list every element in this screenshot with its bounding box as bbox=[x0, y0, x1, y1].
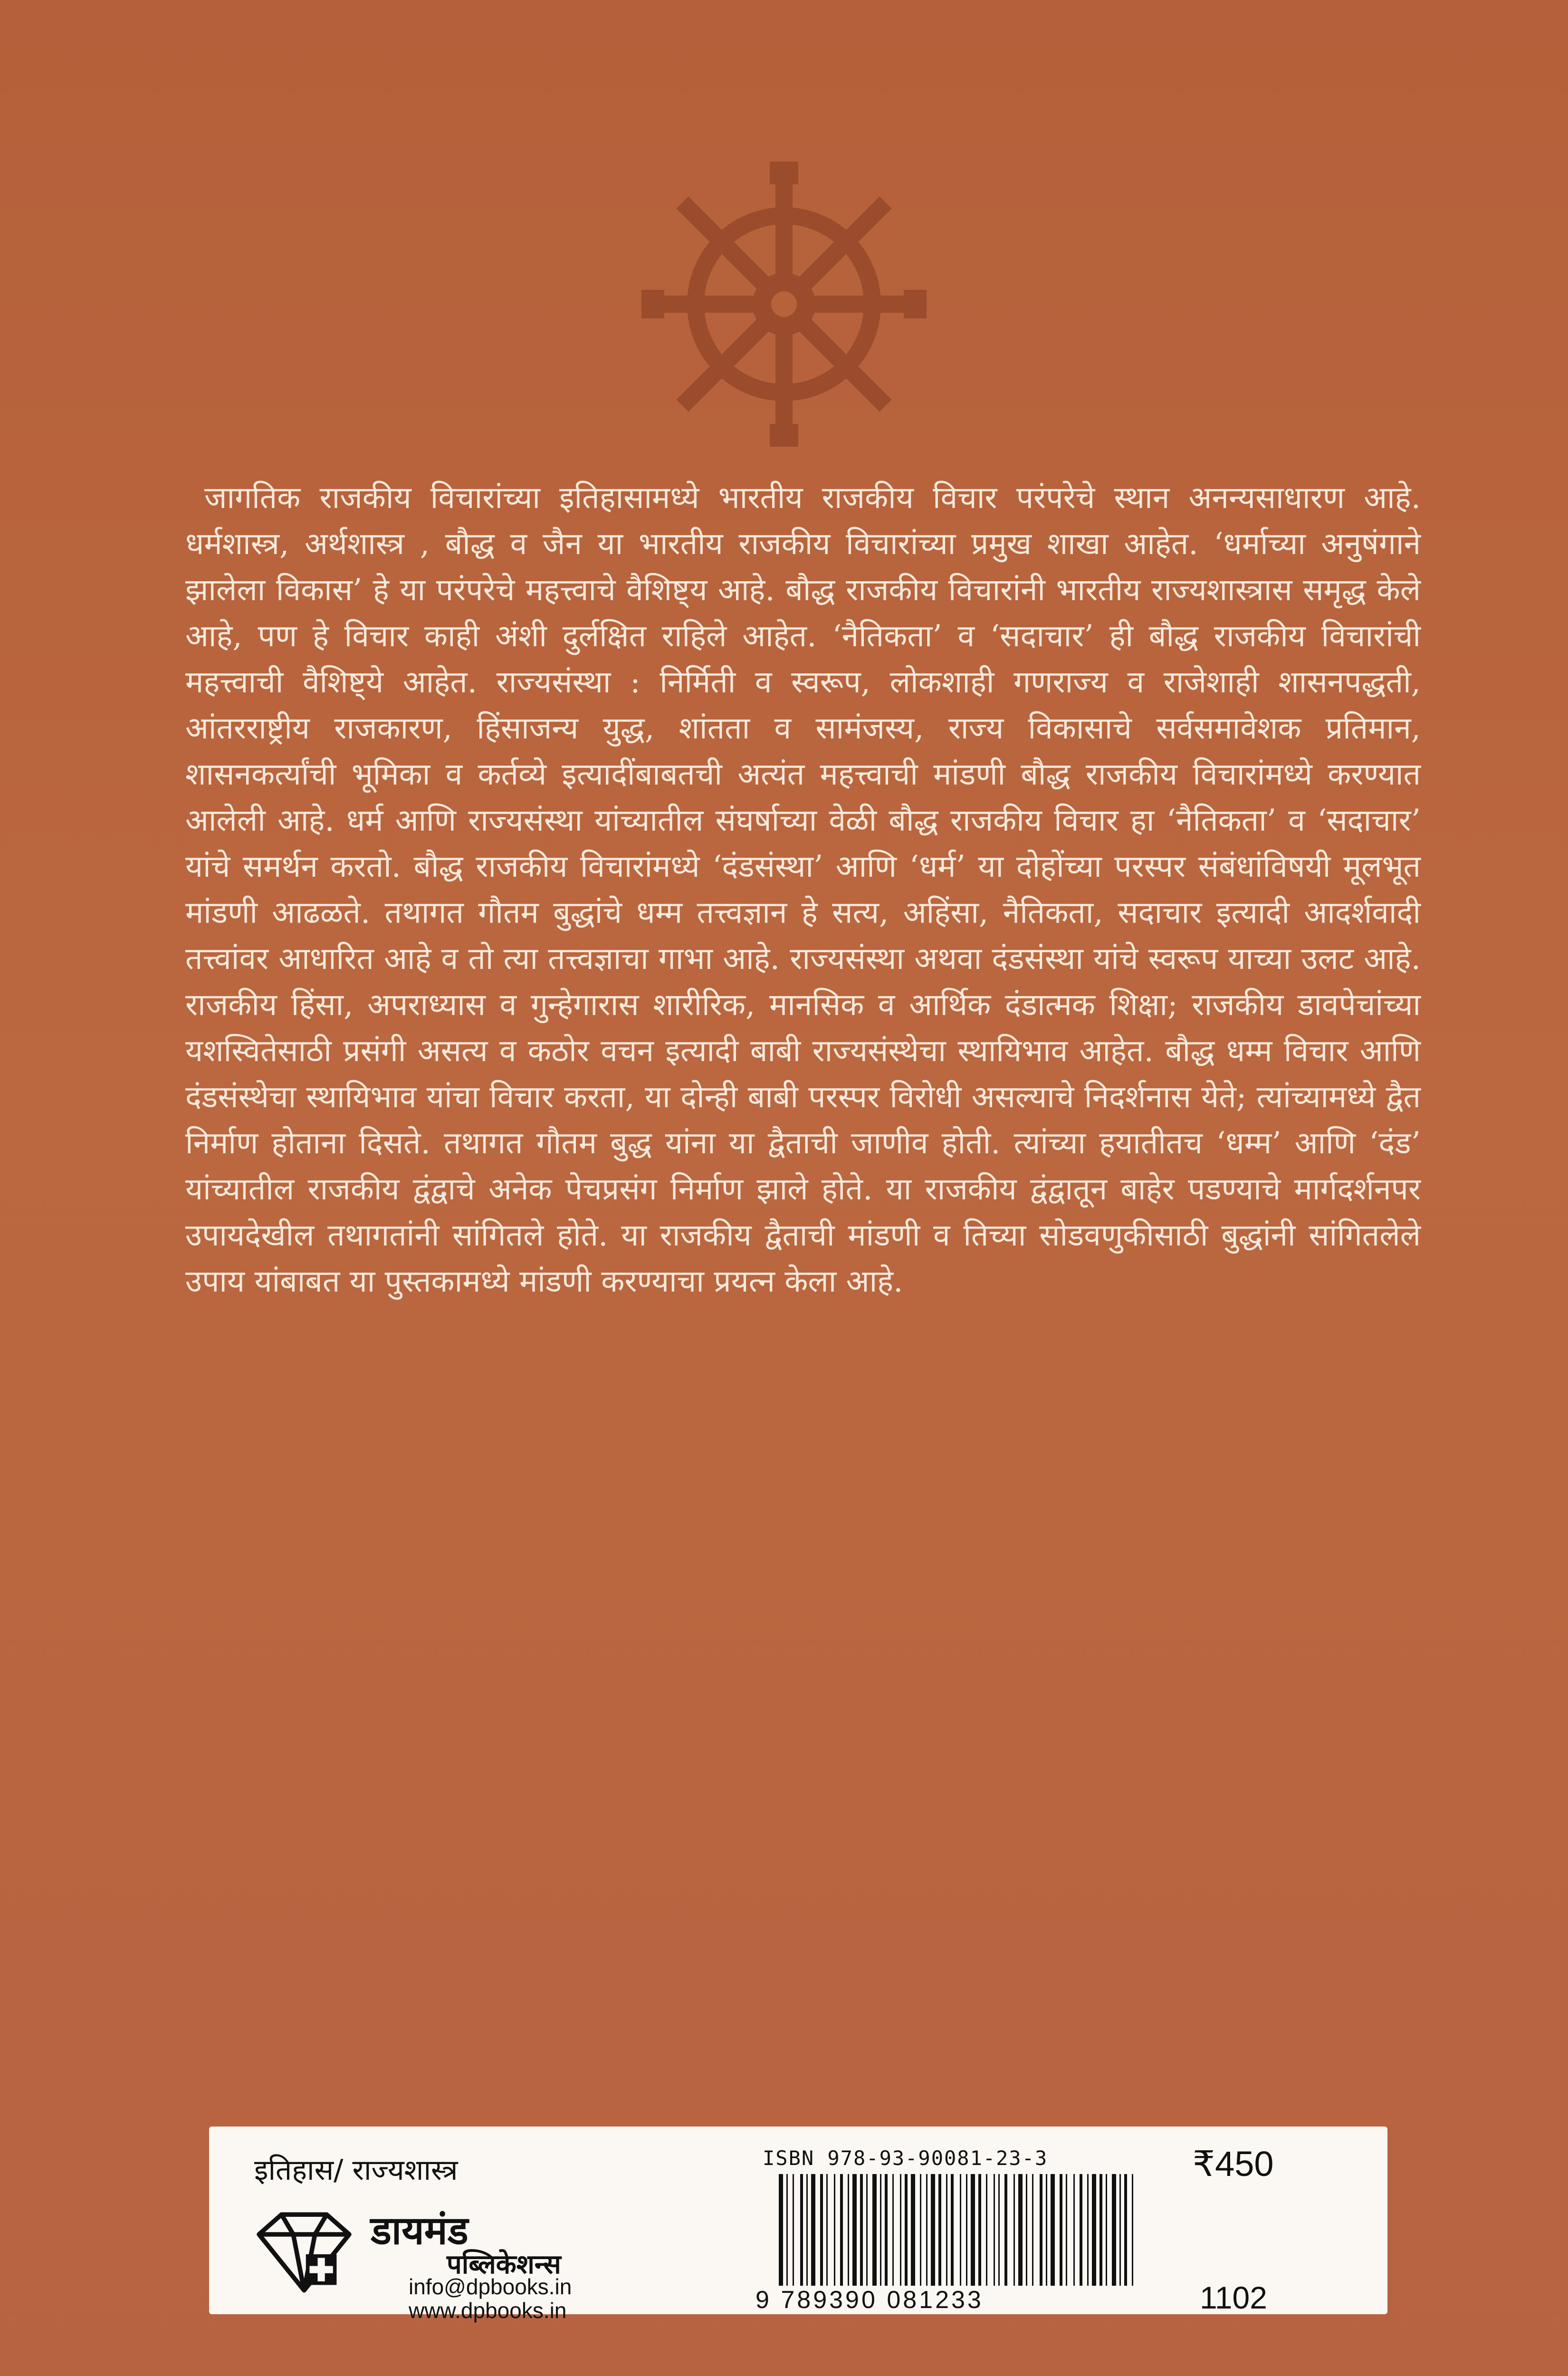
publisher-name: डायमंड bbox=[371, 2208, 468, 2253]
dharma-wheel-icon bbox=[641, 162, 927, 447]
publisher-subtitle: पब्लिकेशन्स bbox=[447, 2249, 561, 2280]
category-label: इतिहास/ राज्यशास्त्र bbox=[254, 2154, 458, 2187]
blurb-text: जागतिक राजकीय विचारांच्या इतिहासामध्ये भारतीय राजकीय विचार परंपरेचे स्थान अनन्यसाधारण आहे. धर्मशास्त्र, अर्थशास्त्र , बौद्ध व जैन या भारतीय राजकीय विचारांच्या प्रमुख शाखा आहेत. ‘धर्माच्या अनुषंगाने झालेला विकास’ हे या परंपरेचे महत्त्वाचे वैशिष्ट्य आहे. बौद्ध राजकीय विचारांनी भारतीय राज्यशास्त्रास समृद्ध केले आहे, पण हे विचार काही अंशी दुर्लक्षित राहिले आहेत. ‘नैतिकता’ व ‘सदाचार’ ही बौद्ध राजकीय विचारांची महत्त्वाची वैशिष्ट्ये आहेत. राज्यसंस्था : निर्मिती व स्वरूप, लोकशाही गणराज्य व राजेशाही शासनपद्धती, आंतरराष्ट्रीय राजकारण, हिंसाजन्य युद्ध, शांतता व सामंजस्य, राज्य विकासाचे सर्वसमावेशक प्रतिमान, शासनकर्त्यांची भूमिका व कर्तव्ये इत्यादींबाबतची अत्यंत महत्त्वाची मांडणी बौद्ध राजकीय विचारांमध्ये करण्यात आलेली आहे. धर्म आणि राज्यसंस्था यांच्यातील संघर्षाच्या वेळी बौद्ध राजकीय विचार हा ‘नैतिकता’ व ‘सदाचार’ यांचे समर्थन करतो. बौद्ध राजकीय विचारांमध्ये ‘दंडसंस्था’ आणि ‘धर्म’ या दोहोंच्या परस्पर संबंधांविषयी मूलभूत मांडणी आढळते. तथागत गौतम बुद्धांचे धम्म तत्त्वज्ञान हे सत्य, अहिंसा, नैतिकता, सदाचार इत्यादी आदर्शवादी तत्त्वांवर आधारित आहे व तो त्या तत्त्वज्ञाचा गाभा आहे. राज्यसंस्था अथवा दंडसंस्था यांचे स्वरूप याच्या उलट आहे. राजकीय हिंसा, अपराध्यास व गुन्हेगारास शारीरिक, मानसिक व आर्थिक दंडात्मक शिक्षा; राजकीय डावपेचांच्या यशस्वितेसाठी प्रसंगी असत्य व कठोर वचन इत्यादी बाबी राज्यसंस्थेचा स्थायिभाव आहेत. बौद्ध धम्म विचार आणि दंडसंस्थेचा स्थायिभाव यांचा विचार करता, या दोन्ही बाबी परस्पर विरोधी असल्याचे निदर्शनास येते; त्यांच्यामध्ये द्वैत निर्माण होताना दिसते. तथागत गौतम बुद्ध यांना या द्वैताची जाणीव होती. त्यांच्या हयातीतच ‘धम्म’ आणि ‘दंड’ यांच्यातील राजकीय द्वंद्वाचे अनेक पेचप्रसंग निर्माण झाले होते. या राजकीय द्वंद्वातून बाहेर पडण्याचे मार्गदर्शनपर उपायदेखील तथागतांनी सांगितले होते. या राजकीय द्वैताची मांडणी व तिच्या सोडवणुकीसाठी बुद्धांनी सांगितलेले उपाय यांबाबत या पुस्तकामध्ये मांडणी करण्याचा प्रयत्न केला आहे. bbox=[185, 480, 1421, 1299]
isbn-label: ISBN 978-93-90081-23-3 bbox=[763, 2146, 1048, 2170]
info-panel bbox=[209, 2127, 1387, 2323]
diamond-logo-icon bbox=[249, 2207, 359, 2298]
barcode bbox=[777, 2174, 1138, 2286]
price-label: ₹450 bbox=[1193, 2144, 1274, 2184]
barcode-digits: 9 789390 081233 bbox=[755, 2286, 984, 2314]
product-code: 1102 bbox=[1200, 2280, 1267, 2315]
publisher-website: www.dpbooks.in bbox=[409, 2298, 567, 2323]
publisher-email: info@dpbooks.in bbox=[409, 2274, 572, 2299]
